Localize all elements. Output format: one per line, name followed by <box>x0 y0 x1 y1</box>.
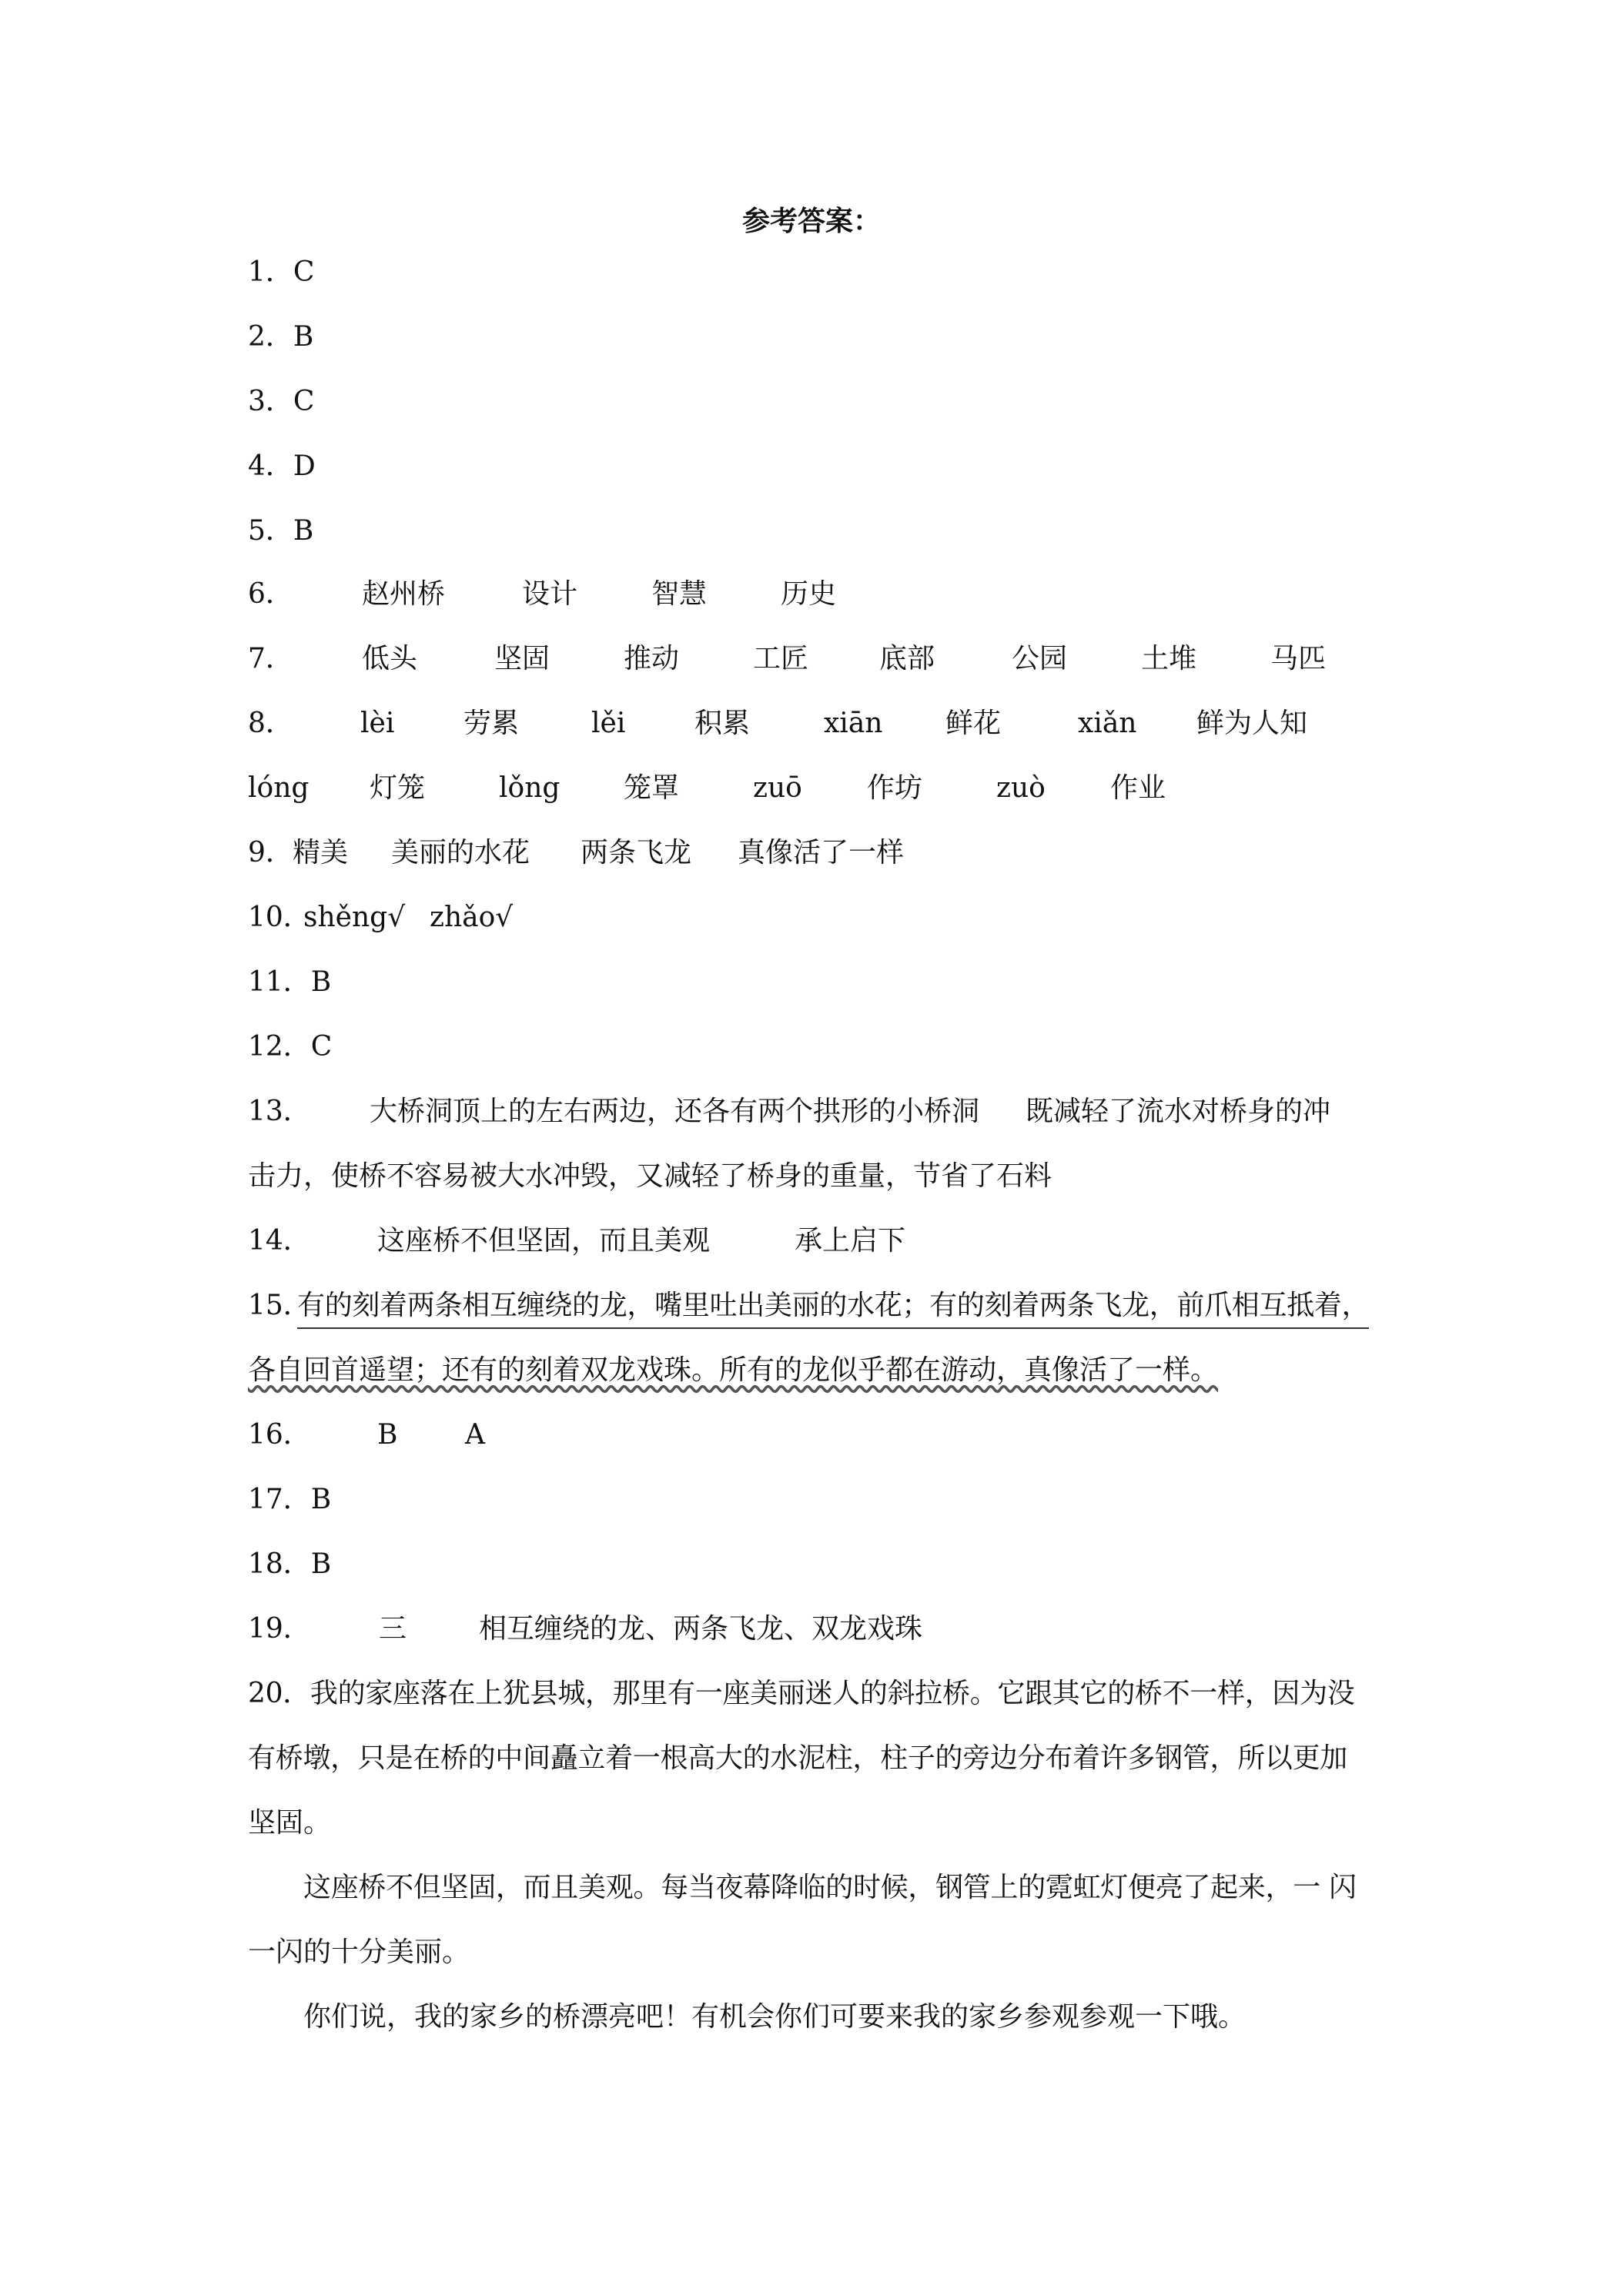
answer-17: 17．B <box>248 1484 332 1515</box>
answer-13 <box>248 1092 1403 1132</box>
answer-item: B <box>377 1419 398 1451</box>
answer-20-line: 有桥墩，只是在桥的中间矗立着一根高大的水泥柱，柱子的旁边分布着许多钢管，所以更加 <box>248 1742 1348 1774</box>
answer-number: 15． <box>248 1290 311 1321</box>
answer-18: 18．B <box>248 1548 332 1580</box>
answer-item: 这座桥不但坚固，而且美观 <box>377 1225 711 1257</box>
answer-number: 13． <box>248 1096 311 1127</box>
answer-item: 土堆 <box>1141 643 1197 674</box>
answer-15-continued <box>248 1350 1218 1391</box>
word: 鲜花 <box>945 708 1002 739</box>
answer-9 <box>248 833 1403 873</box>
answer-20-paragraph: 你们说，我的家乡的桥漂亮吧！有机会你们可要来我的家乡参观参观一下哦。 <box>303 2001 1247 2033</box>
answer-item: 美丽的水花 <box>391 837 530 869</box>
word: 作坊 <box>867 772 923 804</box>
answer-item: 大桥洞顶上的左右两边，还各有两个拱形的小桥洞 <box>370 1096 980 1127</box>
answer-item: 承上启下 <box>795 1225 906 1257</box>
answer-14 <box>248 1221 1403 1261</box>
answer-6 <box>248 574 1403 614</box>
answer-12: 12．C <box>248 1031 333 1063</box>
pinyin: xiǎn <box>1078 708 1137 739</box>
word: 灯笼 <box>370 772 426 804</box>
answer-20-paragraph: 这座桥不但坚固，而且美观。每当夜幕降临的时候，钢管上的霓虹灯便亮了起来，一 闪 <box>303 1872 1357 1903</box>
answer-20-line: 20．我的家座落在上犹县城，那里有一座美丽迷人的斜拉桥。它跟其它的桥不一样，因为没 <box>248 1678 1355 1709</box>
answer-13-continued: 击力，使桥不容易被大水冲毁，又减轻了桥身的重量，节省了石料 <box>248 1160 1052 1192</box>
answer-7 <box>248 639 1403 679</box>
pinyin: lèi <box>360 708 395 739</box>
answer-item: 两条飞龙 <box>581 837 692 869</box>
answer-19 <box>248 1609 1403 1649</box>
pinyin: zuò <box>996 772 1046 804</box>
pinyin: lǒng <box>499 772 561 804</box>
wavy-underlined-answer: 各自回首遥望；还有的刻着双龙戏珠。所有的龙似乎都在游动，真像活了一样。 <box>248 1354 1219 1386</box>
answer-item: 工匠 <box>753 643 809 674</box>
answer-number: 8． <box>248 708 293 739</box>
answer-item: A <box>465 1419 485 1451</box>
pinyin: lěi <box>591 708 626 739</box>
word: 积累 <box>694 708 751 739</box>
answer-number: 16． <box>248 1419 311 1451</box>
answer-item: 推动 <box>624 643 680 674</box>
pinyin: xiān <box>824 708 883 739</box>
answer-item: 既减轻了流水对桥身的冲 <box>1026 1096 1331 1127</box>
answer-number: 10． <box>248 902 311 933</box>
answer-item: 低头 <box>362 643 418 674</box>
answer-item: 三 <box>379 1613 407 1645</box>
pinyin: zuō <box>753 772 802 804</box>
answer-5: 5．B <box>248 515 314 547</box>
answer-item: 历史 <box>781 578 837 610</box>
answer-20-line: 坚固。 <box>248 1807 332 1839</box>
answer-item: 底部 <box>879 643 935 674</box>
answer-item: 相互缠绕的龙、两条飞龙、双龙戏珠 <box>479 1613 923 1645</box>
answer-item: 公园 <box>1012 643 1068 674</box>
answer-number: 19． <box>248 1613 311 1645</box>
underlined-answer: 有的刻着两条相互缠绕的龙，嘴里吐出美丽的水花；有的刻着两条飞龙，前爪相互抵着， <box>297 1286 1369 1329</box>
answer-20-line: 一闪的十分美丽。 <box>248 1936 470 1968</box>
answer-item: 精美 <box>293 837 349 869</box>
answer-10 <box>248 898 1403 938</box>
word: 笼罩 <box>624 772 680 804</box>
answer-4: 4．D <box>248 450 316 482</box>
answer-15 <box>248 1286 1403 1326</box>
word: 劳累 <box>463 708 520 739</box>
answer-number: 14． <box>248 1225 311 1257</box>
answer-item: 赵州桥 <box>362 578 446 610</box>
answer-1: 1．C <box>248 256 315 288</box>
answer-item: 智慧 <box>651 578 708 610</box>
answer-11: 11．B <box>248 966 332 998</box>
answer-item: zhǎo√ <box>430 902 514 933</box>
answer-16 <box>248 1415 1403 1455</box>
page-title: 参考答案： <box>741 205 881 237</box>
answer-item: 坚固 <box>494 643 550 674</box>
answer-item: shěng√ <box>303 902 406 933</box>
answer-number: 7． <box>248 643 293 674</box>
answer-item: 设计 <box>522 578 578 610</box>
answer-number: 9． <box>248 837 293 869</box>
pinyin: lóng <box>248 772 310 804</box>
answer-3: 3．C <box>248 386 315 417</box>
word: 鲜为人知 <box>1196 708 1308 739</box>
word: 作业 <box>1110 772 1166 804</box>
answer-2: 2．B <box>248 321 314 353</box>
answer-item: 马匹 <box>1270 643 1327 674</box>
answer-number: 6． <box>248 578 293 610</box>
answer-8 <box>248 704 1403 744</box>
answer-item: 真像活了一样 <box>738 837 905 869</box>
answer-8-continued <box>248 768 1403 808</box>
